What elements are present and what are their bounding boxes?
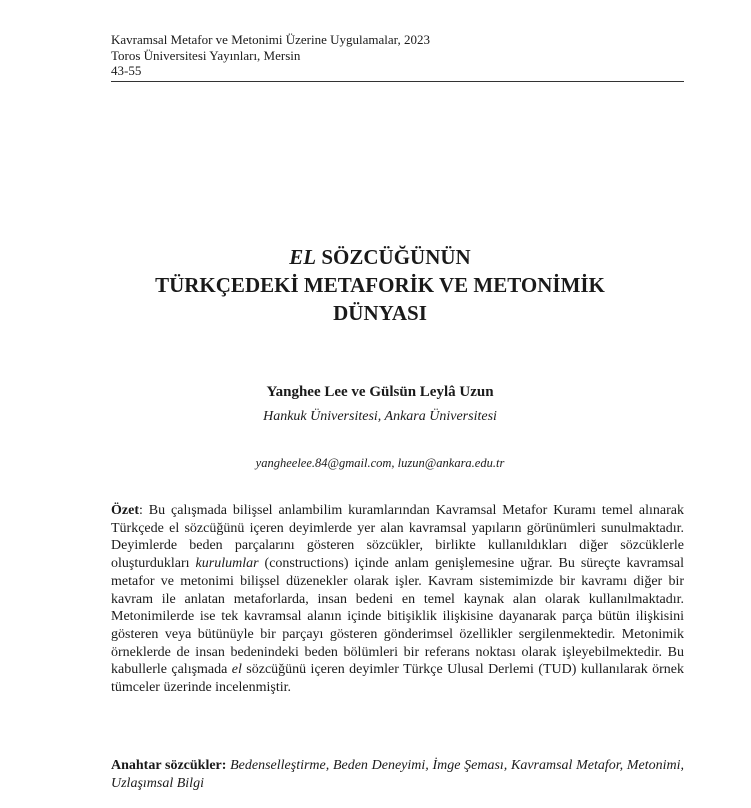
publisher: Toros Üniversitesi Yayınları, Mersin [111, 47, 301, 63]
title-line-1 [60, 243, 700, 271]
title-el: EL [289, 245, 317, 269]
abstract-text-3: sözcüğünü içeren deyimler Türkçe Ulusal Derlemi (TUD) kullanılarak örnek tümceler üzerinde incelenmiştir. [111, 662, 684, 696]
keywords-list: Bedenselleştirme, Beden Deneyimi, İmge Şeması, Kavramsal Metafor, Metonimi, Uzlaşımsal Bilgi [111, 758, 685, 791]
book-title: Kavramsal Metafor ve Metonimi Üzerine Uygulamalar, 2023 [111, 32, 430, 47]
abstract-label: Özet [111, 503, 139, 518]
keywords-label: Anahtar sözcükler: [111, 758, 227, 773]
header-divider [111, 81, 684, 82]
abstract-text-1: : Bu çalışmada bilişsel anlambilim kuramlarından Kavramsal Metafor Kuramı temel alınarak Türkçede el sözcüğünü içeren deyimlerde yer alan kavramsal yapıların görünümleri sunulmaktadır. Deyimlerde beden parçalarını gösteren sözcükler, birlikte kullanıldıkları diğer sözcüklerle oluşturdukları [111, 503, 684, 572]
running-header [111, 32, 684, 79]
author-emails: yangheelee.84@gmail.com, luzun@ankara.edu.tr [255, 456, 505, 470]
page-range: 43-55 [111, 63, 142, 78]
chapter-title [60, 243, 700, 327]
authors: Yanghee Lee ve Gülsün Leylâ Uzun [266, 384, 494, 400]
title-line-2: TÜRKÇEDEKİ METAFORİK VE METONİMİK [155, 273, 605, 297]
abstract [111, 502, 684, 697]
abstract-italic-term-2: el [231, 662, 242, 678]
title-line-3: DÜNYASI [333, 301, 427, 325]
abstract-italic-term-1: kurulumlar [195, 556, 259, 572]
keywords [111, 757, 684, 793]
abstract-text-2: (constructions) içinde anlam genişlemesine uğrar. Bu süreçte kavramsal metafor ve metonimi bilişsel düzenekler olarak işler. Kavram sistemimizde bir kavramı diğer bir kavram ile anlatan metaforlarda, insan bedeni en temel kaynak alan olarak kullanılmaktadır. Metonimilerde ise tek kavramsal alanın içinde bitişiklik ilişkisine dayanarak parça bütün ilişkisini gösteren veya bütünüyle bir parçayı gösteren gönderimsel özellikler sergilenmektedir. Metonimik örneklerde de insan bedenindeki beden bölümleri bir referans noktası olarak işleyebilmektedir. Bu kabullerle çalışmada [111, 556, 684, 678]
title-line-1-rest: SÖZCÜĞÜNÜN [316, 245, 471, 269]
affiliation: Hankuk Üniversitesi, Ankara Üniversitesi [263, 409, 497, 424]
